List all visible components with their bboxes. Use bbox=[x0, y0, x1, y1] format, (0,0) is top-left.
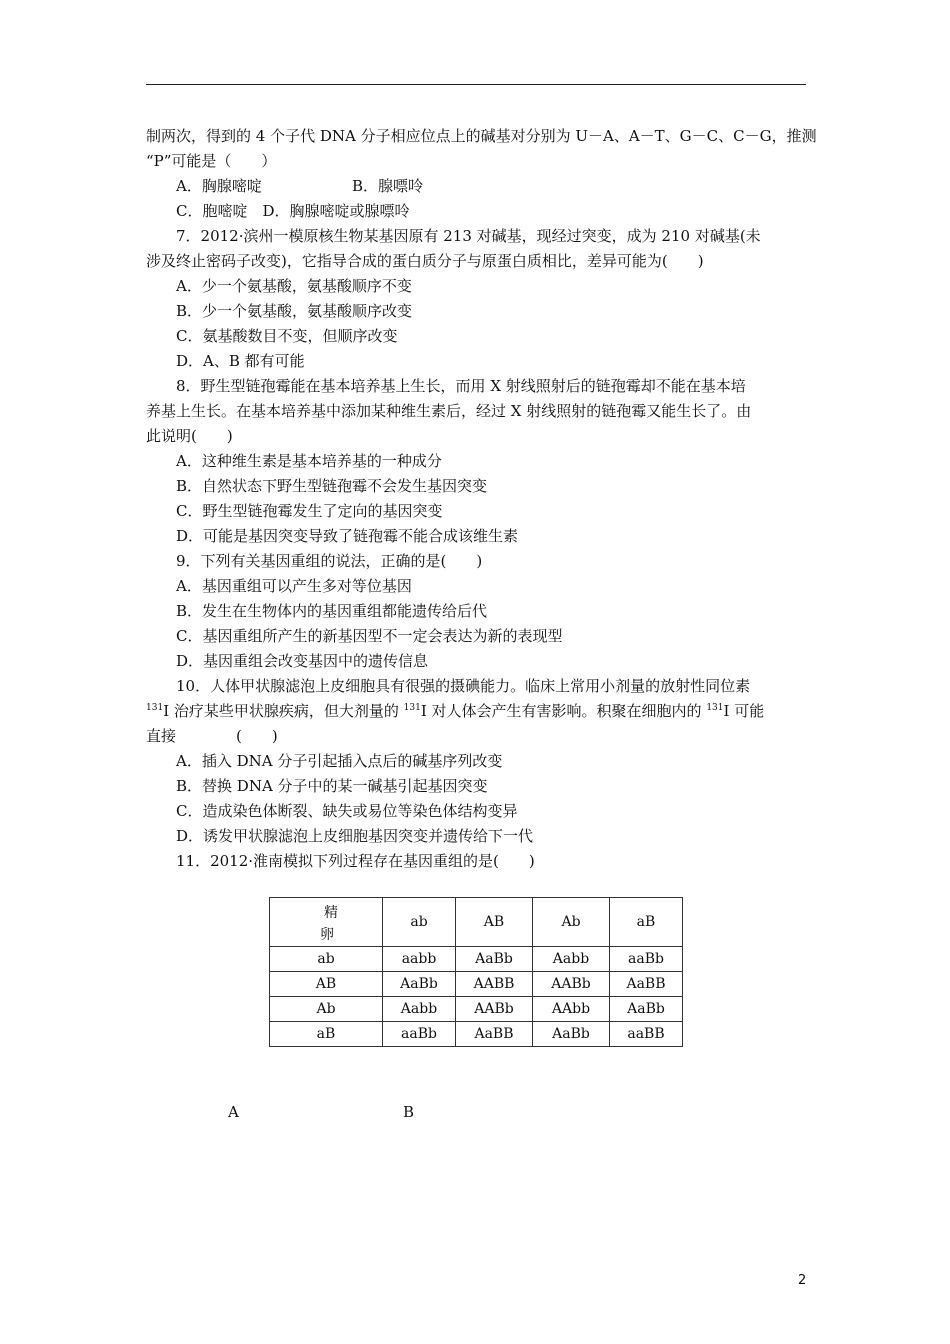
q8-option-d: D．可能是基因突变导致了链孢霉不能合成该维生素 bbox=[176, 527, 519, 545]
corner-label-egg: 卵 bbox=[320, 927, 334, 943]
table-cell: AaBB bbox=[610, 972, 683, 997]
q11-line1: 11．2012·淮南模拟下列过程存在基因重组的是( ) bbox=[176, 852, 535, 870]
corner-label-sperm: 精 bbox=[324, 905, 338, 921]
table-header-cell: AB bbox=[456, 898, 533, 947]
table-cell: AaBb bbox=[533, 1022, 610, 1047]
header-rule bbox=[146, 84, 806, 85]
q10-option-c: C．造成染色体断裂、缺失或易位等染色体结构变异 bbox=[176, 802, 518, 820]
q6-options-ab bbox=[146, 174, 810, 199]
table-cell: AAbb bbox=[533, 997, 610, 1022]
table-row-header: aB bbox=[270, 1022, 383, 1047]
q10-line3: 直接 ( ) bbox=[146, 727, 278, 745]
q8-option-b: B．自然状态下野生型链孢霉不会发生基因突变 bbox=[176, 477, 488, 495]
table-header-cell: ab bbox=[383, 898, 456, 947]
q7-line1: 7．2012·滨州一模原核生物某基因原有 213 对碱基，现经过突变，成为 210 对碱基(未 bbox=[176, 227, 761, 245]
q9-option-a: A．基因重组可以产生多对等位基因 bbox=[176, 577, 412, 595]
figure-label-b: B bbox=[403, 1103, 415, 1121]
q6-option-b: B．腺嘌呤 bbox=[352, 177, 424, 195]
table-cell: AABb bbox=[533, 972, 610, 997]
q8-option-c: C．野生型链孢霉发生了定向的基因突变 bbox=[176, 502, 443, 520]
q9-option-c: C．基因重组所产生的新基因型不一定会表达为新的表现型 bbox=[176, 627, 563, 645]
table-corner-cell bbox=[270, 898, 383, 947]
table-row-header: AB bbox=[270, 972, 383, 997]
q8-line1: 8．野生型链孢霉能在基本培养基上生长，而用 X 射线照射后的链孢霉却不能在基本培 bbox=[176, 377, 746, 395]
q10-line2-part-b: I 对人体会产生有害影响。积聚在细胞内的 bbox=[420, 702, 707, 720]
genotype-table bbox=[269, 897, 683, 1047]
isotope-superscript-2: 131 bbox=[403, 703, 421, 713]
q8-option-a: A．这种维生素是基本培养基的一种成分 bbox=[176, 452, 442, 470]
q7-option-b: B．少一个氨基酸，氨基酸顺序改变 bbox=[176, 302, 413, 320]
q9-option-b: B．发生在生物体内的基因重组都能遗传给后代 bbox=[176, 602, 488, 620]
q10-line1: 10．人体甲状腺滤泡上皮细胞具有很强的摄碘能力。临床上常用小剂量的放射性同位素 bbox=[176, 677, 751, 695]
q6-option-a: A．胸腺嘧啶 bbox=[176, 177, 262, 195]
q6-line1: 制两次，得到的 4 个子代 DNA 分子相应位点上的碱基对分别为 U－A、A－T、G－C、C－G，推测 bbox=[146, 127, 817, 145]
table-header-cell: Ab bbox=[533, 898, 610, 947]
table-cell: AaBB bbox=[456, 1022, 533, 1047]
q7-option-c: C．氨基酸数目不变，但顺序改变 bbox=[176, 327, 398, 345]
table-row bbox=[270, 972, 683, 997]
q6-line2: “P”可能是（ ） bbox=[146, 152, 277, 170]
q10-option-b: B．替换 DNA 分子中的某一碱基引起基因突变 bbox=[176, 777, 488, 795]
table-cell: AABB bbox=[456, 972, 533, 997]
table-cell: AaBb bbox=[383, 972, 456, 997]
table-row bbox=[270, 1022, 683, 1047]
table-row bbox=[270, 947, 683, 972]
q8-line3: 此说明( ) bbox=[146, 427, 233, 445]
q8-line2: 养基上生长。在基本培养基中添加某种维生素后，经过 X 射线照射的链孢霉又能生长了。由 bbox=[146, 402, 752, 420]
table-cell: AABb bbox=[456, 997, 533, 1022]
table-cell: aaBb bbox=[610, 947, 683, 972]
q10-option-a: A．插入 DNA 分子引起插入点后的碱基序列改变 bbox=[176, 752, 503, 770]
isotope-superscript-3: 131 bbox=[706, 703, 724, 713]
q10-option-d: D．诱发甲状腺滤泡上皮细胞基因突变并遗传给下一代 bbox=[176, 827, 534, 845]
q7-line2: 涉及终止密码子改变)，它指导合成的蛋白质分子与原蛋白质相比，差异可能为( ) bbox=[146, 252, 704, 270]
q10-line2 bbox=[146, 699, 810, 724]
table-cell: Aabb bbox=[533, 947, 610, 972]
isotope-superscript-1: 131 bbox=[146, 703, 164, 713]
q7-option-d: D．A、B 都有可能 bbox=[176, 352, 305, 370]
table-header-row bbox=[270, 898, 683, 947]
q9-line1: 9．下列有关基因重组的说法，正确的是( ) bbox=[176, 552, 483, 570]
table-cell: Aabb bbox=[383, 997, 456, 1022]
table-cell: aaBB bbox=[610, 1022, 683, 1047]
figure-label-a: A bbox=[228, 1103, 239, 1121]
table-header-cell: aB bbox=[610, 898, 683, 947]
table-cell: aaBb bbox=[383, 1022, 456, 1047]
table-row bbox=[270, 997, 683, 1022]
page-number: 2 bbox=[798, 1273, 807, 1288]
table-row-header: ab bbox=[270, 947, 383, 972]
q7-option-a: A．少一个氨基酸，氨基酸顺序不变 bbox=[176, 277, 412, 295]
table-cell: AaBb bbox=[456, 947, 533, 972]
document-body bbox=[146, 124, 817, 874]
q10-line2-part-c: I 可能 bbox=[723, 702, 765, 720]
table-cell: AaBb bbox=[610, 997, 683, 1022]
q6-options-cd: C．胞嘧啶 D．胸腺嘧啶或腺嘌呤 bbox=[176, 202, 410, 220]
table-row-header: Ab bbox=[270, 997, 383, 1022]
q9-option-d: D．基因重组会改变基因中的遗传信息 bbox=[176, 652, 429, 670]
table-cell: aabb bbox=[383, 947, 456, 972]
q10-line2-part-a: I 治疗某些甲状腺疾病，但大剂量的 bbox=[163, 702, 404, 720]
